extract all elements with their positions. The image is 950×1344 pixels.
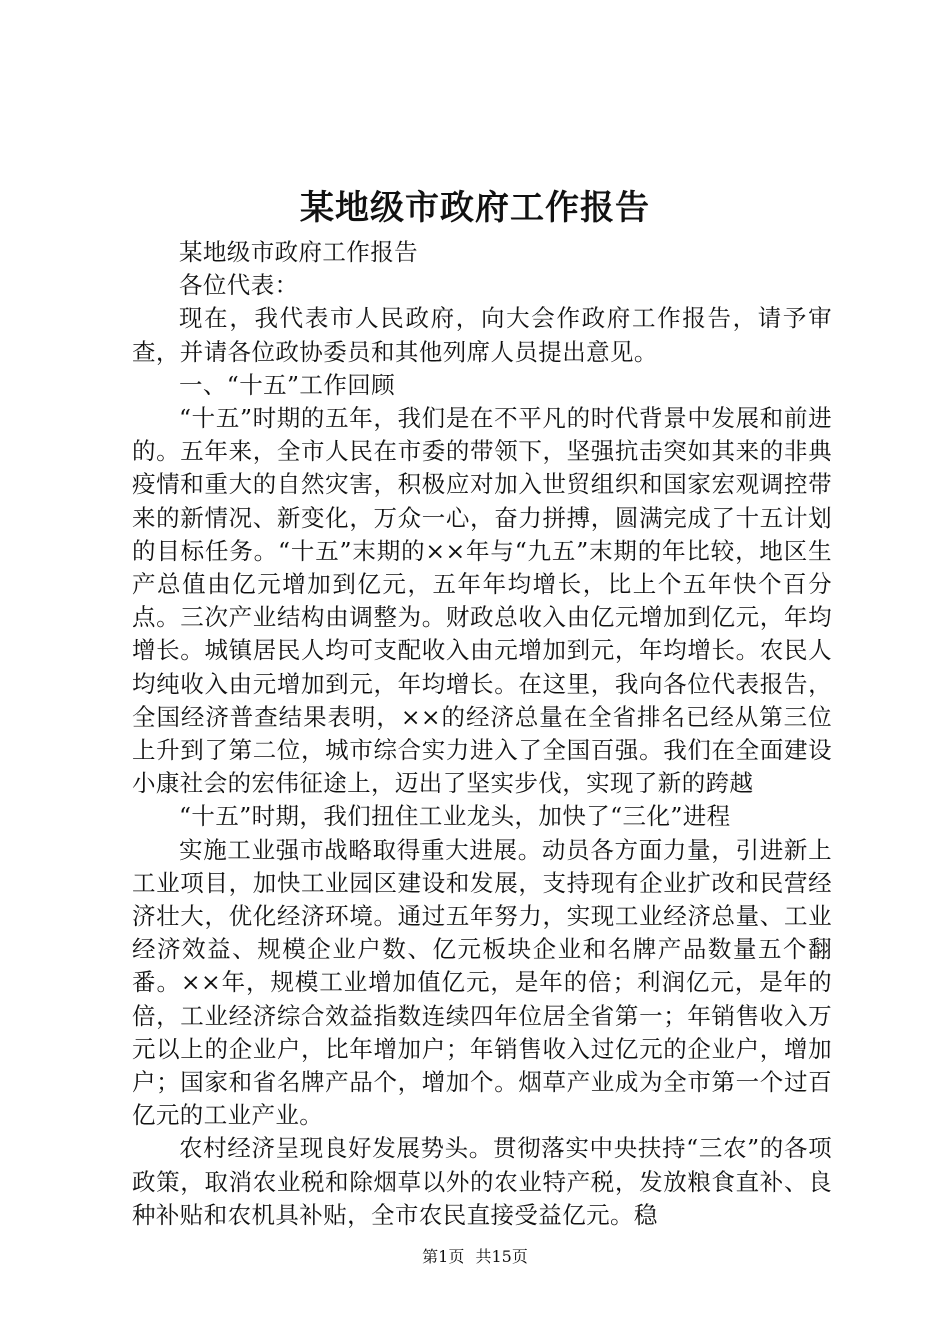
page-total: 共15页	[475, 1247, 528, 1266]
body-paragraph: 实施工业强市战略取得重大进展。动员各方面力量，引进新上工业项目，加快工业园区建设和发展，支持现有企业扩改和民营经济壮大，优化经济环境。通过五年努力，实现工业经济总量、工业经济效益、规模企业户数、亿元板块企业和名牌产品数量五个翻番。××年，规模工业增加值亿元，是年的倍；利润亿元，是年的倍，工业经济综合效益指数连续四年位居全省第一；年销售收入万元以上的企业户，比年增加户；年销售收入过亿元的企业户，增加户；国家和省名牌产品个，增加个。烟草产业成为全市第一个过百亿元的工业产业。	[132, 835, 832, 1130]
body-paragraph-subtitle: 某地级市政府工作报告	[179, 238, 418, 266]
body-paragraph-intro: 现在，我代表市人民政府，向大会作政府工作报告，请予审查，并请各位政协委员和其他列席人员提出意见。	[132, 304, 832, 366]
section-heading: 一、“十五”工作回顾	[179, 370, 396, 399]
body-paragraph: “十五”时期的五年，我们是在不平凡的时代背景中发展和前进的。五年来，全市人民在市委的带领下，坚强抗击突如其来的非典疫情和重大的自然灾害，积极应对加入世贸组织和国家宏观调控带来的新情况、新变化，万众一心，奋力拼搏，圆满完成了十五计划的目标任务。“十五”末期的××年与“九五”末期的年比较，地区生产总值由亿元增加到亿元，五年年均增长，比上个五年快个百分点。三次产业结构由调整为。财政总收入由亿元增加到亿元，年均增长。城镇居民人均可支配收入由元增加到元，年均增长。农民人均纯收入由元增加到元，年均增长。在这里，我向各位代表报告，全国经济普查结果表明，××的经济总量在全省排名已经从第三位上升到了第二位，城市综合实力进入了全国百强。我们在全面建设小康社会的宏伟征途上，迈出了坚实步伐，实现了新的跨越	[132, 404, 832, 798]
body-paragraph-salutation: 各位代表：	[179, 271, 299, 300]
page-number: 第1页	[422, 1247, 465, 1266]
page-footer	[0, 1244, 950, 1267]
document-body	[132, 236, 832, 1232]
body-paragraph: 农村经济呈现良好发展势头。贯彻落实中央扶持“三农”的各项政策，取消农业税和除烟草以外的农业特产税，发放粮食直补、良种补贴和农机具补贴，全市农民直接受益亿元。稳	[132, 1134, 832, 1229]
body-paragraph: “十五”时期，我们扭住工业龙头，加快了“三化”进程	[179, 802, 731, 831]
document-title: 某地级市政府工作报告	[300, 188, 650, 228]
